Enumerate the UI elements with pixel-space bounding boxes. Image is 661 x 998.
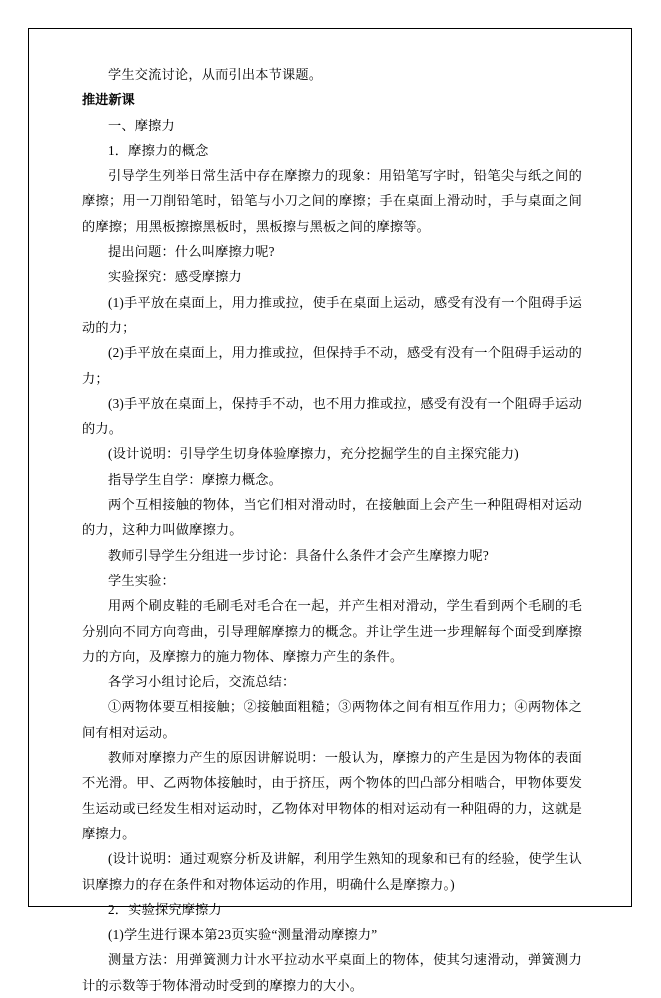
paragraph: 测量方法：用弹簧测力计水平拉动水平桌面上的物体，使其匀速滑动，弹簧测力计的示数等于物体滑动时受到的摩擦力的大小。 bbox=[82, 952, 582, 993]
paragraph: 指导学生自学：摩擦力概念。 bbox=[108, 471, 283, 487]
document-body bbox=[82, 62, 582, 998]
paragraph: 学生交流讨论，从而引出本节课题。 bbox=[108, 67, 323, 82]
paragraph: (1)学生进行课本第23页实验“测量滑动摩擦力” bbox=[108, 927, 378, 943]
paragraph: (2)手平放在桌面上，用力推或拉，但保持手不动，感受有没有一个阻碍手运动的力； bbox=[82, 345, 582, 386]
paragraph: (1)手平放在桌面上，用力推或拉，使手在桌面上运动，感受有没有一个阻碍手运动的力； bbox=[82, 294, 582, 335]
paragraph: (设计说明：通过观察分析及讲解，利用学生熟知的现象和已有的经验，使学生认识摩擦力的存在条件和对物体运动的作用，明确什么是摩擦力。) bbox=[82, 851, 582, 892]
paragraph: 用两个刷皮鞋的毛刷毛对毛合在一起，并产生相对滑动，学生看到两个毛刷的毛分别向不同方向弯曲，引导理解摩擦力的概念。并让学生进一步理解每个面受到摩擦力的方向，及摩擦力的施力物体、摩擦力产生的条件。 bbox=[82, 598, 582, 664]
paragraph: (3)手平放在桌面上，保持手不动，也不用力推或拉，感受有没有一个阻碍手运动的力。 bbox=[82, 395, 582, 437]
paragraph: 教师对摩擦力产生的原因讲解说明：一般认为，摩擦力的产生是因为物体的表面不光滑。甲、乙两物体接触时，由于挤压，两个物体的凹凸部分相啮合，甲物体要发生运动或已经发生相对运动时，乙物体对甲物体的相对运动有一种阻碍的力，这就是摩擦力。 bbox=[82, 750, 582, 841]
paragraph: 2．实验探究摩擦力 bbox=[108, 901, 222, 917]
paragraph: ①两物体要互相接触；②接触面粗糙；③两物体之间有相互作用力；④两物体之间有相对运动。 bbox=[82, 699, 582, 740]
section-heading: 推进新课 bbox=[82, 92, 135, 108]
paragraph: 引导学生列举日常生活中存在摩擦力的现象：用铅笔写字时，铅笔尖与纸之间的摩擦；用一刀削铅笔时，铅笔与小刀之间的摩擦；手在桌面上滑动时，手与桌面之间的摩擦；用黑板擦擦黑板时，黑板擦与黑板之间的摩擦等。 bbox=[82, 168, 582, 234]
paragraph: (设计说明：引导学生切身体验摩擦力，充分挖掘学生的自主探究能力) bbox=[108, 446, 519, 462]
paragraph: 实验探究：感受摩擦力 bbox=[108, 269, 242, 285]
paragraph: 教师引导学生分组进一步讨论：具备什么条件才会产生摩擦力呢? bbox=[108, 547, 489, 563]
paragraph: 1．摩擦力的概念 bbox=[108, 142, 209, 158]
paragraph: 各学习小组讨论后，交流总结： bbox=[108, 674, 296, 690]
paragraph: 提出问题：什么叫摩擦力呢? bbox=[108, 244, 275, 260]
paragraph: 学生实验： bbox=[108, 572, 175, 588]
paragraph: 一、摩擦力 bbox=[108, 117, 175, 133]
paragraph: 两个互相接触的物体，当它们相对滑动时，在接触面上会产生一种阻碍相对运动的力，这种力叫做摩擦力。 bbox=[82, 497, 582, 538]
